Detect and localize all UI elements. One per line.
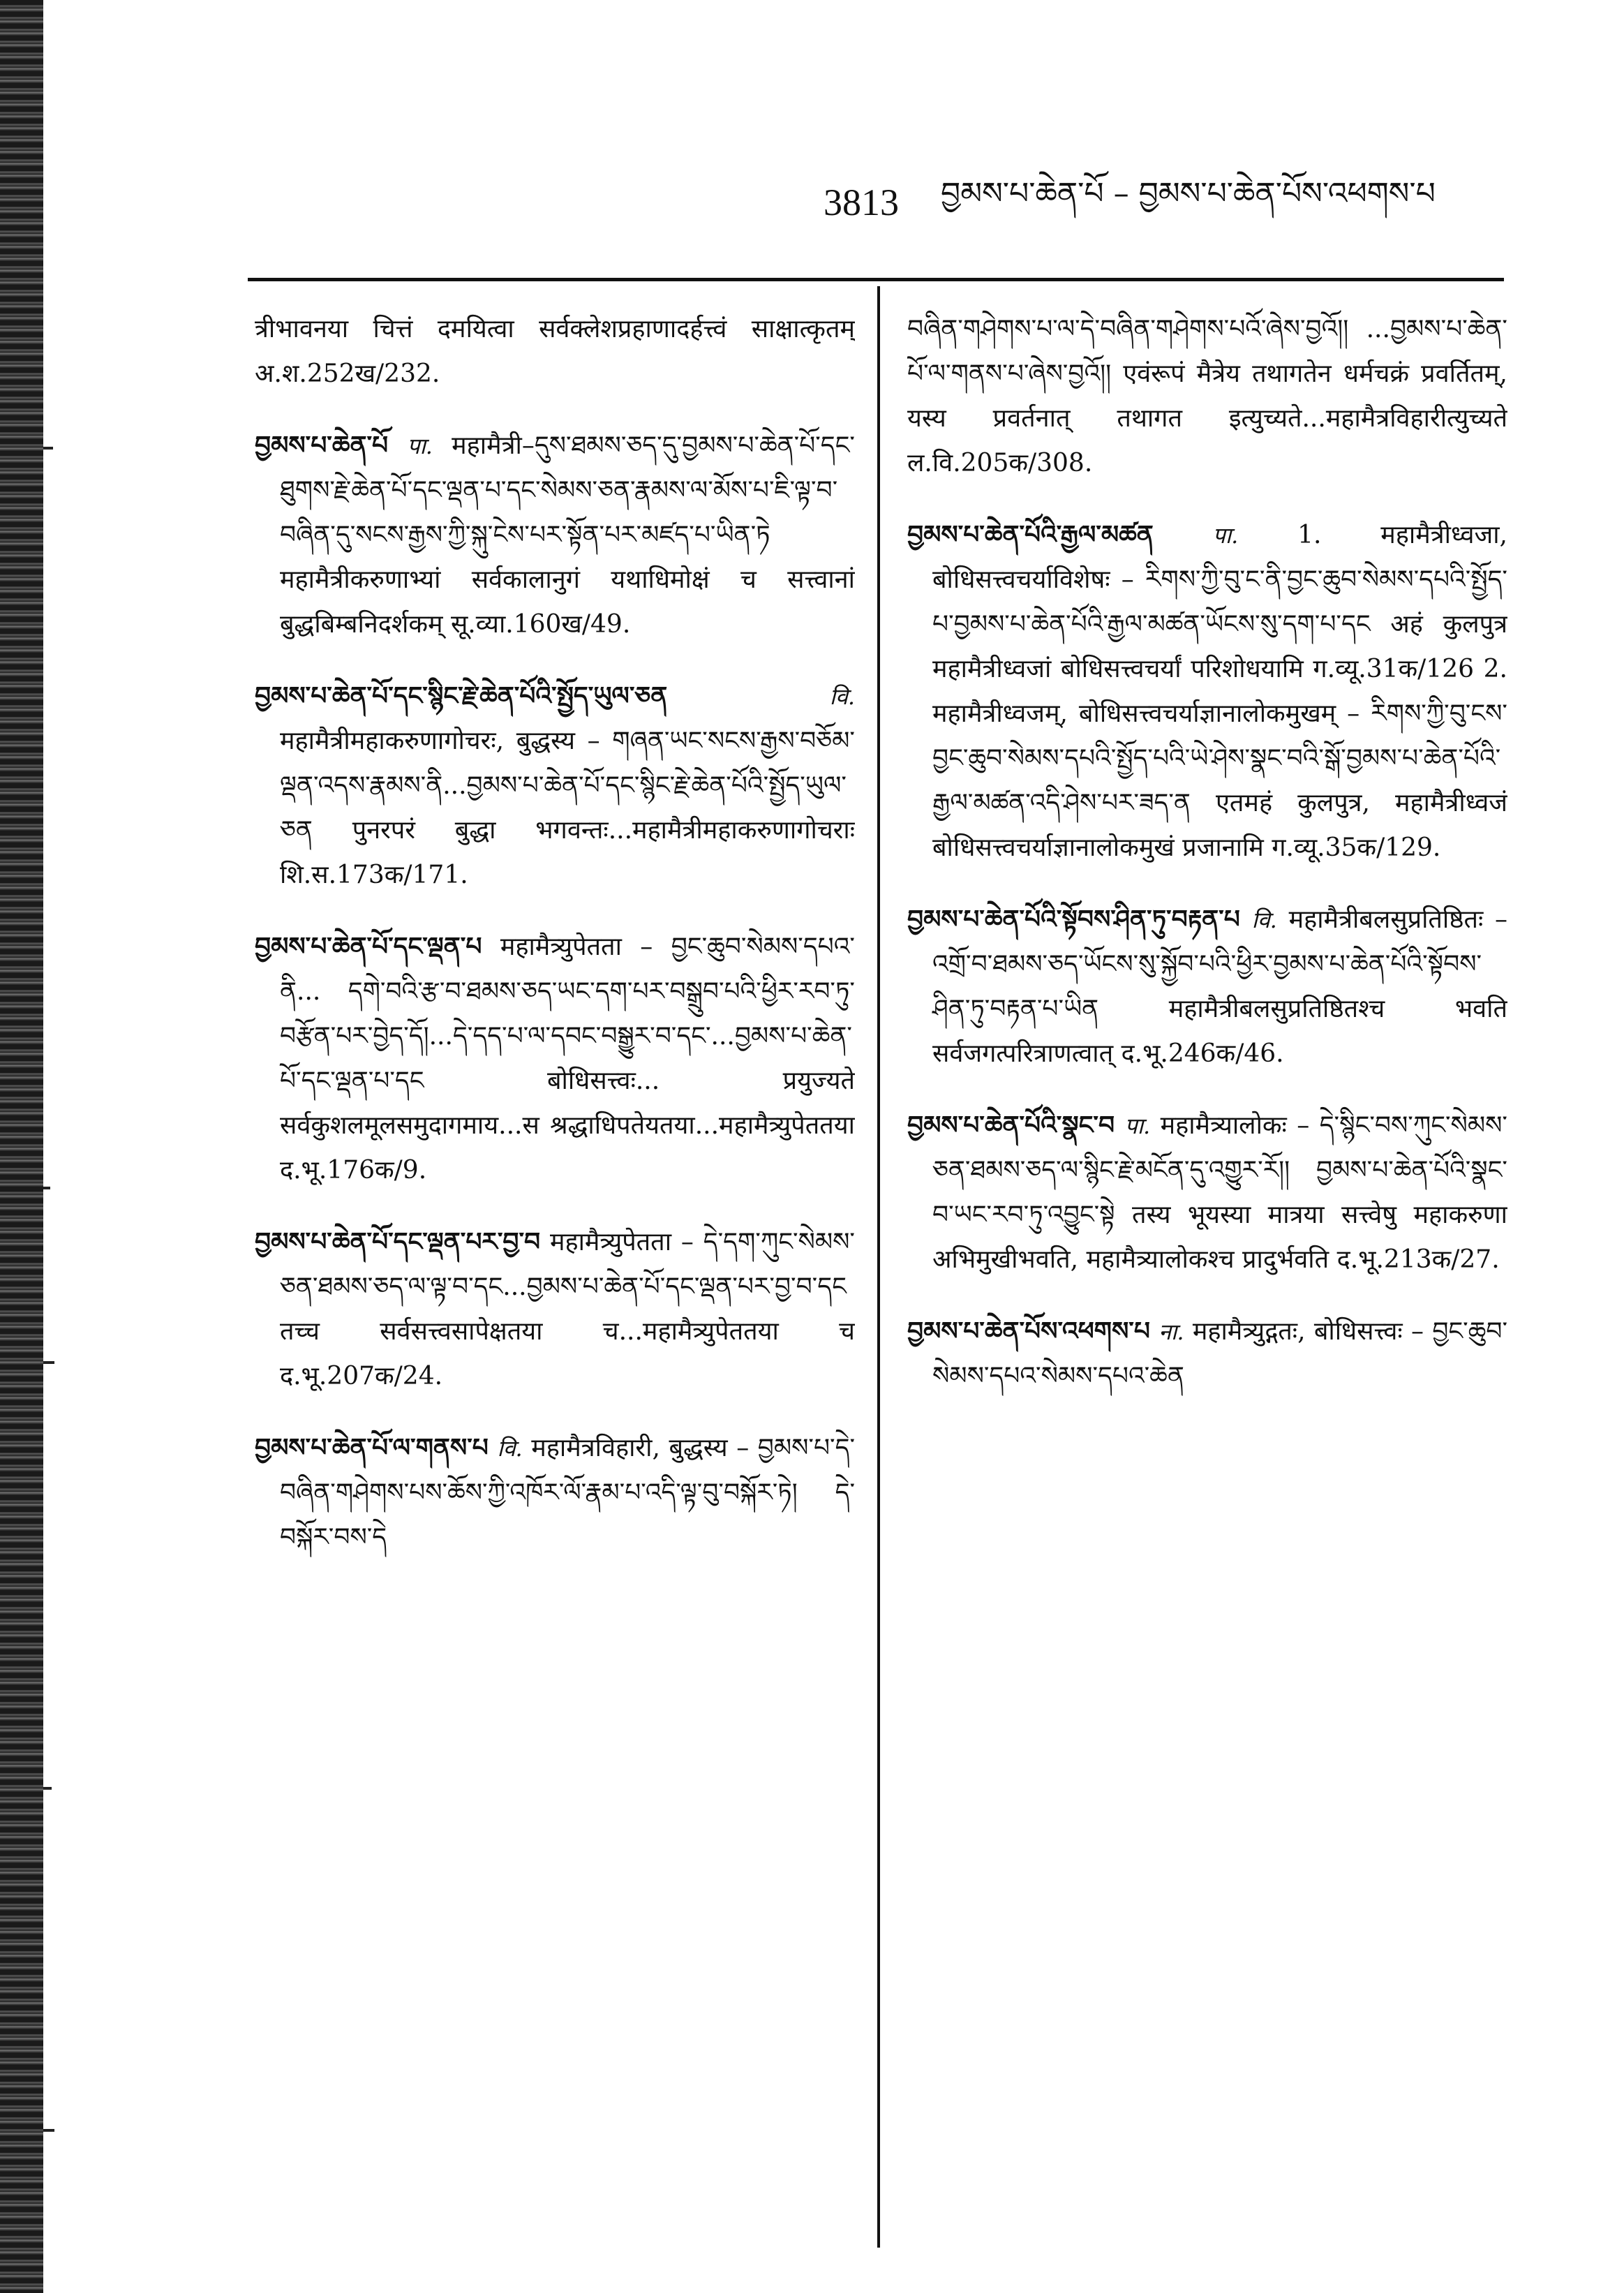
entry-body: བཞིན་གཤེགས་པ་ལ་དེ་བཞིན་གཤེགས་པའོ་ཞེས་བྱའོ།། ...བྱམས་པ་ཆེན་པོ་ལ་གནས་པ་ཞེས་བྱའོ།། एवंरूपं मैत्रेय तथागतेन धर्मचक्रं प्रवर्तितम्, यस्य प्रवर्तनात् तथागत इत्युच्यते...महामैत्रविहारीत्युच्यते ल.वि.205क/308. [907,315,1507,477]
dictionary-entry [255,307,855,396]
entry-pos: वि. [829,683,855,710]
entry-headword: བྱམས་པ་ཆེན་པོའི་རྒྱལ་མཚན [907,520,1154,549]
dictionary-entry [907,1103,1507,1282]
entry-headword: བྱམས་པ་ཆེན་པོ་དང་ལྡན་པ [255,932,482,961]
entry-pos: पा. [1124,1113,1151,1139]
entry-headword: བྱམས་པ་ཆེན་པོ་དང་སྙིང་རྗེ་ཆེན་པོའི་སྤྱོད་ཡུལ་ཅན [255,681,668,711]
entry-pos: ना. [1159,1319,1184,1345]
entry-body: महामैत्रविहारी, बुद्धस्य – བྱམས་པ་དེ་བཞིན་གཤེགས་པས་ཆོས་ཀྱི་འཁོར་ལོ་རྣམ་པ་འདི་ལྟ་བུ་བསྐོར་ཏེ། དེ་བསྐོར་བས་དེ [280,1434,855,1552]
entry-body: त्रीभावनया चित्तं दमयित्वा सर्वक्लेशप्रहाणादर्हत्त्वं साक्षात्कृतम् अ.श.252ख/232. [255,315,855,388]
dictionary-entry [255,1219,855,1399]
entry-pos: पा. [1212,522,1239,549]
header-rule [248,278,1504,281]
entry-body: महामैत्री–དུས་ཐམས་ཅད་དུ་བྱམས་པ་ཆེན་པོ་དང་ཐུགས་རྗེ་ཆེན་པོ་དང་ལྡན་པ་དང་སེམས་ཅན་རྣམས་ལ་མོས་པ་ཇི་ལྟ་བ་བཞིན་དུ་སངས་རྒྱས་ཀྱི་སྐུ་ངེས་པར་སྟོན་པར་མཛད་པ་ཡིན་ཏེ महामैत्रीकरुणाभ्यां सर्वकालानुगं यथाधिमोक्षं च सत्त्वानां बुद्धबिम्बनिदर्शकम् सू.व्या.160ख/49. [280,431,855,639]
entry-pos: वि. [1251,907,1277,933]
scan-edge [0,0,43,2293]
dictionary-entry [907,1309,1507,1399]
entry-pos: पा. [407,433,433,459]
entry-headword: བྱམས་པ་ཆེན་པོ [255,431,389,460]
running-head: བྱམས་པ་ཆེན་པོ – བྱམས་པ་ཆེན་པོས་འཕགས་པ [941,176,1436,212]
entry-body: महामैत्रीमहाकरुणागोचरः, बुद्धस्य – གཞན་ཡང་སངས་རྒྱས་བཅོམ་ལྡན་འདས་རྣམས་ནི...བྱམས་པ་ཆེན་པོ་དང་སྙིང་རྗེ་ཆེན་པོའི་སྤྱོད་ཡུལ་ཅན पुनरपरं बुद्धा भगवन्तः...महामैत्रीमहाकरुणागोचराः शि.स.173क/171. [280,727,855,889]
dictionary-entry [255,674,855,898]
scan-edge-ticks [43,0,56,2293]
left-column [255,307,855,1587]
dictionary-entry [907,512,1507,870]
dictionary-entry [907,897,1507,1076]
entry-body: महामैत्र्युपेतता – བྱང་ཆུབ་སེམས་དཔའ་ནི... དགེ་བའི་རྩ་བ་ཐམས་ཅད་ཡང་དག་པར་བསྒྲུབ་པའི་ཕྱིར་རབ་ཏུ་བརྩོན་པར་བྱེད་དོ།...དེ་དད་པ་ལ་དབང་བསྒྱུར་བ་དང་...བྱམས་པ་ཆེན་པོ་དང་ལྡན་པ་དང बोधिसत्त्वः... प्रयुज्यते सर्वकुशलमूलसमुदागमाय...स श्रद्धाधिपतेयतया...महामैत्र्युपेततया द.भू.176क/9. [280,933,855,1185]
entry-headword: བྱམས་པ་ཆེན་པོས་འཕགས་པ [907,1316,1150,1346]
entry-body: महामैत्र्यालोकः – དེ་སྙིང་བས་ཀུང་སེམས་ཅན་ཐམས་ཅད་ལ་སྙིང་རྗེ་མངོན་དུ་འགྱུར་རོ།། བྱམས་པ་ཆེན་པོའི་སྣང་བ་ཡང་རབ་ཏུ་འབྱུང་སྟེ तस्य भूयस्या मात्रया सत्त्वेषु महाकरुणा अभिमुखीभवति, महामैत्र्यालोकश्च प्रादुर्भवति द.भू.213क/27. [932,1111,1507,1274]
dictionary-entry [255,924,855,1193]
entry-body: महामैत्र्युपेतता – དེ་དག་ཀུང་སེམས་ཅན་ཐམས་ཅད་ལ་ལྟ་བ་དང...བྱམས་པ་ཆེན་པོ་དང་ལྡན་པར་བྱ་བ་དང तच्च सर्वसत्त्वसापेक्षतया च...महामैत्र्युपेततया च द.भू.207क/24. [280,1228,855,1390]
entry-body: महामैत्रीबलसुप्रतिष्ठितः – འགྲོ་བ་ཐམས་ཅད་ཡོངས་སུ་སྐྱོབ་པའི་ཕྱིར་བྱམས་པ་ཆེན་པོའི་སྟོབས་ཤིན་ཏུ་བརྟན་པ་ཡིན महामैत्रीबलसुप्रतिष्ठितश्च भवति सर्वजगत्परित्राणत्वात् द.भू.246क/46. [932,905,1507,1068]
column-divider [877,286,880,2248]
right-column [907,307,1507,1425]
page-number: 3813 [824,181,899,223]
entry-headword: བྱམས་པ་ཆེན་པོའི་སྣང་བ [907,1111,1115,1140]
dictionary-entry [255,423,855,647]
entry-body: महामैत्र्युद्गतः, बोधिसत्त्वः – བྱང་ཆུབ་སེམས་དཔའ་སེམས་དཔའ་ཆེན [932,1317,1507,1390]
entry-body: 1. महामैत्रीध्वजा, बोधिसत्त्वचर्याविशेषः – རིགས་ཀྱི་བུ་ང་ནི་བྱང་ཆུབ་སེམས་དཔའི་སྤྱོད་པ་བྱམས་པ་ཆེན་པོའི་རྒྱལ་མཚན་ཡོངས་སུ་དག་པ་དང अहं कुलपुत्र महामैत्रीध्वजां बोधिसत्त्वचर्यां परिशोधयामि ग.व्यू.31क/126 2. महामैत्रीध्वजम्, बोधिसत्त्वचर्याज्ञानालोकमुखम् – རིགས་ཀྱི་བུ་ངས་བྱང་ཆུབ་སེམས་དཔའི་སྤྱོད་པའི་ཡེ་ཤེས་སྣང་བའི་སྒོ་བྱམས་པ་ཆེན་པོའི་རྒྱལ་མཚན་འདི་ཤེས་པར་ཟད་ན एतमहं कुलपुत्र, महामैत्रीध्वजं बोधिसत्त्वचर्याज्ञानालोकमुखं प्रजानामि ग.व्यू.35क/129. [932,521,1507,862]
entry-pos: वि. [497,1435,523,1462]
entry-headword: བྱམས་པ་ཆེན་པོ་དང་ལྡན་པར་བྱ་བ [255,1227,541,1256]
dictionary-entry [907,307,1507,486]
entry-headword: བྱམས་པ་ཆེན་པོའི་སྟོབས་ཤིན་ཏུ་བརྟན་པ [907,905,1240,934]
page-header [824,175,1540,230]
entry-headword: བྱམས་པ་ཆེན་པོ་ལ་གནས་པ [255,1433,489,1462]
dictionary-entry [255,1425,855,1560]
